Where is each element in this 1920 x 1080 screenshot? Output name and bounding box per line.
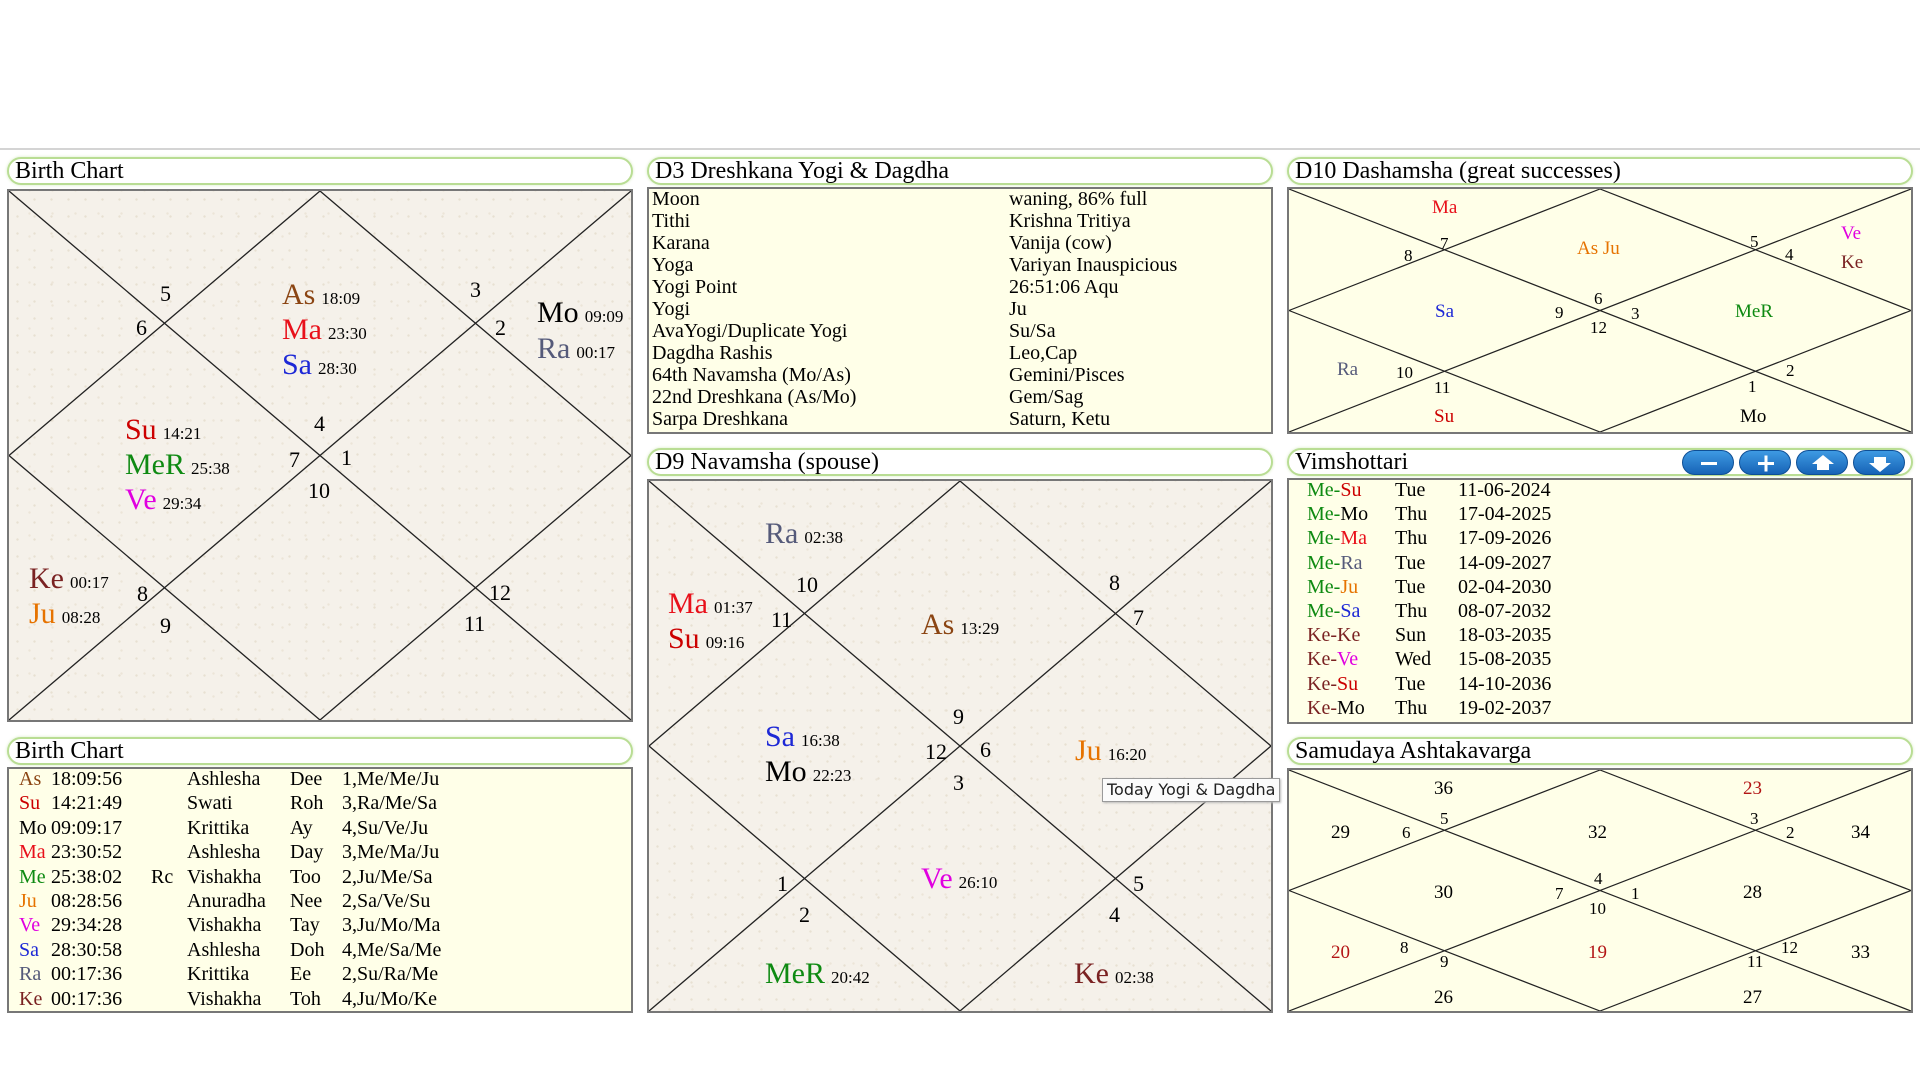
house-number: 1 <box>1631 884 1640 903</box>
house-number: 1 <box>777 871 788 896</box>
house-number: 10 <box>796 572 818 597</box>
house-number: 11 <box>1434 378 1451 397</box>
d3-table-rows <box>649 189 1269 432</box>
dasha-date: 18-03-2035 <box>1458 624 1552 647</box>
d3-value: Saturn, Ketu <box>1009 408 1111 430</box>
planet-name: Su <box>19 792 41 815</box>
planet-nakshatra: Ashlesha <box>187 768 261 790</box>
dasha-day: Sun <box>1395 624 1427 647</box>
planet-label: Ke 00:17 <box>29 562 109 595</box>
planet-degree: 23:30:52 <box>51 841 123 864</box>
planet-label: As Ju <box>1577 238 1620 259</box>
dasha-lord: Me <box>1307 575 1334 598</box>
planet-label: Ma 23:30 <box>282 313 367 346</box>
planet-syllable: Doh <box>290 938 325 961</box>
house-number: 2 <box>1786 823 1795 842</box>
house-number: 1 <box>341 445 352 470</box>
planet-degree: 00:17:36 <box>51 963 123 986</box>
bhukti-lord: Sa <box>1340 600 1361 622</box>
d3-label: AvaYogi/Duplicate Yogi <box>652 320 848 342</box>
dasha-date: 19-02-2037 <box>1458 696 1552 719</box>
house-number: 8 <box>1109 570 1120 595</box>
d9-header[interactable] <box>647 448 1273 476</box>
ashtakavarga-score: 34 <box>1851 822 1870 843</box>
planet-label: Ve 26:10 <box>921 862 998 895</box>
d10-header[interactable] <box>1287 157 1913 185</box>
dasha-period[interactable] <box>1307 479 1361 501</box>
dasha-lord: Me <box>1307 479 1334 501</box>
bhukti-lord: Ra <box>1340 551 1363 574</box>
d3-label: 22nd Dreshkana (As/Mo) <box>652 386 857 408</box>
arrow-up-icon <box>1797 451 1849 476</box>
house-number: 12 <box>489 580 511 605</box>
d3-label: Moon <box>652 188 700 210</box>
planet-label: Mo 22:23 <box>765 755 852 788</box>
dasha-lord: Ke <box>1307 648 1331 671</box>
dasha-lord: Me <box>1307 600 1334 622</box>
planet-name: Ma <box>19 841 46 864</box>
bhukti-lord: Ju <box>1340 575 1359 598</box>
planet-pada: 3,Me/Ma/Ju <box>342 841 440 864</box>
dasha-date: 11-06-2024 <box>1458 479 1551 501</box>
planet-table-header[interactable] <box>7 737 633 765</box>
dasha-date: 17-04-2025 <box>1458 503 1552 526</box>
ashtakavarga-score: 36 <box>1434 778 1453 799</box>
planet-name: Ke <box>19 987 43 1010</box>
ashtakavarga-svg <box>1289 770 1911 1011</box>
planet-name: Ju <box>19 890 37 912</box>
planet-syllable: Day <box>290 841 324 864</box>
house-number: 1 <box>1748 377 1757 396</box>
dasha-separator: - <box>1330 624 1337 647</box>
d3-label: Karana <box>652 232 710 254</box>
planet-degree: 18:09:56 <box>51 768 123 790</box>
planet-label: Ju 16:20 <box>1075 734 1147 767</box>
top-divider <box>0 148 1920 150</box>
house-number: 2 <box>495 315 506 340</box>
planet-label: Ke 02:38 <box>1074 957 1154 990</box>
dasha-lord: Me <box>1307 503 1334 526</box>
house-number: 10 <box>1396 363 1413 382</box>
planet-nakshatra: Krittika <box>187 963 250 986</box>
d9-chart-svg <box>649 481 1271 1011</box>
house-number: 11 <box>464 611 486 636</box>
dasha-day: Thu <box>1395 503 1428 526</box>
d3-value: Variyan Inauspicious <box>1009 254 1178 276</box>
house-number: 7 <box>1440 234 1449 253</box>
d9-title: D9 Navamsha (spouse) <box>655 449 879 475</box>
planet-label: Ra 00:17 <box>537 332 616 365</box>
house-number: 5 <box>1440 809 1449 828</box>
d3-label: 64th Navamsha (Mo/As) <box>652 364 851 386</box>
birth-chart-title: Birth Chart <box>15 158 124 184</box>
house-number: 6 <box>1594 289 1603 308</box>
planet-label: Su <box>1434 406 1455 427</box>
ashtakavarga-score: 26 <box>1434 987 1453 1008</box>
dasha-day: Tue <box>1395 672 1426 695</box>
vimshottari-rows <box>1289 480 1909 722</box>
planet-label: Su 14:21 <box>125 413 202 446</box>
d3-label: Dagdha Rashis <box>652 342 773 364</box>
dasha-separator: - <box>1333 503 1341 526</box>
house-number: 4 <box>1594 869 1603 888</box>
birth-chart-header[interactable] <box>7 157 633 185</box>
planet-pada: 4,Ju/Mo/Ke <box>342 987 437 1010</box>
house-number: 3 <box>1631 304 1640 323</box>
planet-retro-combust: Rc <box>151 865 174 888</box>
d3-label: Yoga <box>652 254 694 276</box>
scroll-up-button[interactable] <box>1796 450 1848 475</box>
ashtakavarga-score: 27 <box>1743 987 1762 1008</box>
house-number: 6 <box>1402 823 1411 842</box>
dasha-separator: - <box>1333 600 1341 622</box>
ashtakavarga-chart[interactable] <box>1287 768 1913 1013</box>
arrow-down-icon <box>1854 451 1906 476</box>
dasha-period[interactable] <box>1307 527 1367 549</box>
house-number: 5 <box>1133 871 1144 896</box>
planet-pada: 3,Ra/Me/Sa <box>342 792 437 815</box>
planet-degree: 09:09:17 <box>51 816 123 839</box>
house-number: 2 <box>1786 361 1795 380</box>
planet-pada: 2,Ju/Me/Sa <box>342 865 433 888</box>
dasha-separator: - <box>1330 696 1337 719</box>
bhukti-lord: Ma <box>1340 527 1368 550</box>
dasha-lord: Ke <box>1307 624 1331 647</box>
dasha-day: Thu <box>1395 696 1428 719</box>
house-number: 9 <box>953 704 964 729</box>
planet-nakshatra: Ashlesha <box>187 938 261 961</box>
planet-syllable: Roh <box>290 792 324 815</box>
planet-label: Ke <box>1841 252 1864 273</box>
planet-label: Sa <box>1435 301 1454 322</box>
d3-value: Gemini/Pisces <box>1009 364 1125 386</box>
birth-chart[interactable] <box>7 189 633 722</box>
d3-label: Tithi <box>652 210 691 232</box>
bhukti-lord: Su <box>1340 479 1362 501</box>
planet-pada: 4,Me/Sa/Me <box>342 938 442 961</box>
planet-label: Ra <box>1337 359 1359 380</box>
ashtakavarga-score: 28 <box>1743 882 1762 903</box>
d3-value: 26:51:06 Aqu <box>1009 276 1119 298</box>
dasha-period[interactable] <box>1307 503 1368 525</box>
planet-degree: 25:38:02 <box>51 865 123 888</box>
planet-degree: 14:21:49 <box>51 792 123 815</box>
house-number: 4 <box>314 411 325 436</box>
bhukti-lord: Ke <box>1337 624 1361 647</box>
dasha-period[interactable] <box>1307 576 1358 598</box>
planet-syllable: Toh <box>290 987 321 1010</box>
planet-name: Me <box>19 865 46 888</box>
house-number: 9 <box>160 613 171 638</box>
d3-value: Ju <box>1009 298 1027 320</box>
planet-label: Ju 08:28 <box>29 597 101 630</box>
dasha-period[interactable] <box>1307 624 1360 646</box>
ashtakavarga-score: 19 <box>1588 942 1607 963</box>
dasha-day: Thu <box>1395 527 1428 550</box>
dasha-date: 02-04-2030 <box>1458 575 1552 598</box>
scroll-down-button[interactable] <box>1853 450 1905 475</box>
dasha-period[interactable] <box>1307 600 1360 622</box>
minus-button[interactable] <box>1682 450 1734 475</box>
planet-label: Mo <box>1740 406 1767 427</box>
planet-name: Ra <box>19 963 42 986</box>
planet-syllable: Too <box>290 865 321 888</box>
planet-pada: 3,Ju/Mo/Ma <box>342 914 441 937</box>
house-number: 5 <box>1750 232 1759 251</box>
house-number: 4 <box>1785 245 1794 264</box>
house-number: 8 <box>1404 246 1413 265</box>
d10-chart[interactable] <box>1287 187 1913 434</box>
d3-label: Yogi <box>652 298 690 320</box>
planet-nakshatra: Anuradha <box>187 890 266 912</box>
planet-label: MeR <box>1735 301 1773 322</box>
planet-table-title: Birth Chart <box>15 738 124 764</box>
house-number: 12 <box>925 739 947 764</box>
planet-syllable: Dee <box>290 768 323 790</box>
d3-label: Sarpa Dreshkana <box>652 408 789 430</box>
birth-chart-svg <box>9 191 631 720</box>
house-number: 4 <box>1109 902 1120 927</box>
planet-pada: 2,Su/Ra/Me <box>342 963 439 986</box>
planet-pada: 2,Sa/Ve/Su <box>342 890 431 912</box>
planet-name: Ve <box>19 914 41 937</box>
planet-name: Mo <box>19 816 47 839</box>
planet-label: Ve 29:34 <box>125 483 202 516</box>
ashtakavarga-header[interactable] <box>1287 737 1913 765</box>
minus-icon <box>1683 451 1735 476</box>
d3-label: Yogi Point <box>652 276 738 298</box>
planet-syllable: Tay <box>290 914 320 937</box>
planet-label: Su 09:16 <box>668 622 745 655</box>
planet-label: Ve <box>1841 223 1862 244</box>
house-number: 9 <box>1555 303 1564 322</box>
planet-nakshatra: Krittika <box>187 816 250 839</box>
dasha-lord: Me <box>1307 551 1334 574</box>
planet-degree: 00:17:36 <box>51 987 123 1010</box>
house-number: 7 <box>1133 605 1144 630</box>
dasha-day: Wed <box>1395 648 1432 671</box>
house-number: 5 <box>160 281 171 306</box>
dasha-period[interactable] <box>1307 697 1365 719</box>
dasha-lord: Me <box>1307 527 1334 550</box>
bhukti-lord: Ve <box>1337 648 1359 671</box>
vimshottari-title: Vimshottari <box>1295 449 1409 475</box>
dasha-date: 15-08-2035 <box>1458 648 1552 671</box>
dasha-period[interactable] <box>1307 673 1358 695</box>
planet-label: As 18:09 <box>282 278 361 311</box>
planet-label: Ma 01:37 <box>668 587 753 620</box>
dasha-separator: - <box>1330 648 1337 671</box>
house-number: 3 <box>953 770 964 795</box>
planet-pada: 1,Me/Me/Ju <box>342 768 440 790</box>
house-number: 11 <box>1747 952 1764 971</box>
ashtakavarga-score: 20 <box>1331 942 1350 963</box>
dasha-lord: Ke <box>1307 672 1331 695</box>
planet-syllable: Ee <box>290 963 312 986</box>
ashtakavarga-score: 30 <box>1434 882 1453 903</box>
d3-title: D3 Dreshkana Yogi & Dagdha <box>655 158 949 184</box>
house-number: 3 <box>470 277 481 302</box>
house-number: 8 <box>1400 938 1409 957</box>
dasha-separator: - <box>1333 479 1341 501</box>
d3-header[interactable] <box>647 157 1273 185</box>
bhukti-lord: Su <box>1337 672 1359 695</box>
dasha-day: Tue <box>1395 551 1426 574</box>
d3-table <box>647 187 1273 434</box>
dasha-separator: - <box>1333 527 1341 550</box>
planet-nakshatra: Vishakha <box>187 914 262 937</box>
dasha-separator: - <box>1330 672 1337 695</box>
house-number: 3 <box>1750 809 1759 828</box>
planet-label: MeR 20:42 <box>765 957 870 990</box>
dasha-day: Tue <box>1395 479 1426 501</box>
plus-icon <box>1740 451 1792 476</box>
house-number: 12 <box>1590 318 1607 337</box>
dasha-period[interactable] <box>1307 552 1363 574</box>
ashtakavarga-score: 23 <box>1743 778 1762 799</box>
planet-label: Ra 02:38 <box>765 517 844 550</box>
house-number: 11 <box>771 607 793 632</box>
tooltip: Today Yogi & Dagdha <box>1102 778 1280 802</box>
planet-label: Sa 16:38 <box>765 720 840 753</box>
planet-syllable: Nee <box>290 890 323 912</box>
house-number: 10 <box>308 478 330 503</box>
planet-nakshatra: Ashlesha <box>187 841 261 864</box>
dasha-date: 14-09-2027 <box>1458 551 1552 574</box>
d3-value: waning, 86% full <box>1009 188 1148 210</box>
dasha-lord: Ke <box>1307 696 1331 719</box>
dasha-separator: - <box>1333 551 1341 574</box>
planet-degree: 08:28:56 <box>51 890 123 912</box>
d9-chart[interactable] <box>647 479 1273 1013</box>
ashtakavarga-score: 32 <box>1588 822 1607 843</box>
planet-nakshatra: Swati <box>187 792 233 815</box>
planet-table-rows <box>9 769 629 1011</box>
planet-label: Ma <box>1432 197 1458 218</box>
planet-label: MeR 25:38 <box>125 448 230 481</box>
dasha-day: Thu <box>1395 600 1428 622</box>
bhukti-lord: Mo <box>1340 503 1369 526</box>
house-number: 8 <box>137 581 148 606</box>
house-number: 6 <box>980 737 991 762</box>
house-number: 9 <box>1440 952 1449 971</box>
d3-value: Gem/Sag <box>1009 386 1084 408</box>
planet-name: Sa <box>19 938 39 961</box>
house-number: 2 <box>799 902 810 927</box>
bhukti-lord: Mo <box>1337 696 1365 719</box>
planet-nakshatra: Vishakha <box>187 865 262 888</box>
planet-label: Mo 09:09 <box>537 296 624 329</box>
house-number: 7 <box>1555 884 1564 903</box>
d3-value: Leo,Cap <box>1009 342 1078 364</box>
planet-table <box>7 767 633 1013</box>
house-number: 12 <box>1781 938 1798 957</box>
planet-degree: 29:34:28 <box>51 914 123 937</box>
d10-title: D10 Dashamsha (great successes) <box>1295 158 1621 184</box>
house-number: 10 <box>1589 899 1606 918</box>
ashtakavarga-score: 33 <box>1851 942 1870 963</box>
dasha-period[interactable] <box>1307 648 1358 670</box>
planet-label: Sa 28:30 <box>282 348 357 381</box>
dasha-date: 14-10-2036 <box>1458 672 1552 695</box>
ashtakavarga-title: Samudaya Ashtakavarga <box>1295 738 1532 764</box>
house-number: 6 <box>136 315 147 340</box>
vimshottari-table <box>1287 478 1913 724</box>
planet-degree: 28:30:58 <box>51 938 123 961</box>
plus-button[interactable] <box>1739 450 1791 475</box>
dasha-date: 17-09-2026 <box>1458 527 1552 550</box>
d3-value: Su/Sa <box>1009 320 1056 342</box>
house-number: 7 <box>289 447 300 472</box>
planet-label: As 13:29 <box>921 608 1000 641</box>
planet-syllable: Ay <box>290 816 313 839</box>
d10-chart-svg <box>1289 189 1911 432</box>
dasha-separator: - <box>1333 575 1341 598</box>
ashtakavarga-score: 29 <box>1331 822 1350 843</box>
dasha-day: Tue <box>1395 575 1426 598</box>
planet-pada: 4,Su/Ve/Ju <box>342 816 429 839</box>
d3-value: Krishna Tritiya <box>1009 210 1131 232</box>
dasha-date: 08-07-2032 <box>1458 600 1552 622</box>
planet-name: As <box>19 768 42 790</box>
d3-value: Vanija (cow) <box>1009 232 1112 254</box>
planet-nakshatra: Vishakha <box>187 987 262 1010</box>
